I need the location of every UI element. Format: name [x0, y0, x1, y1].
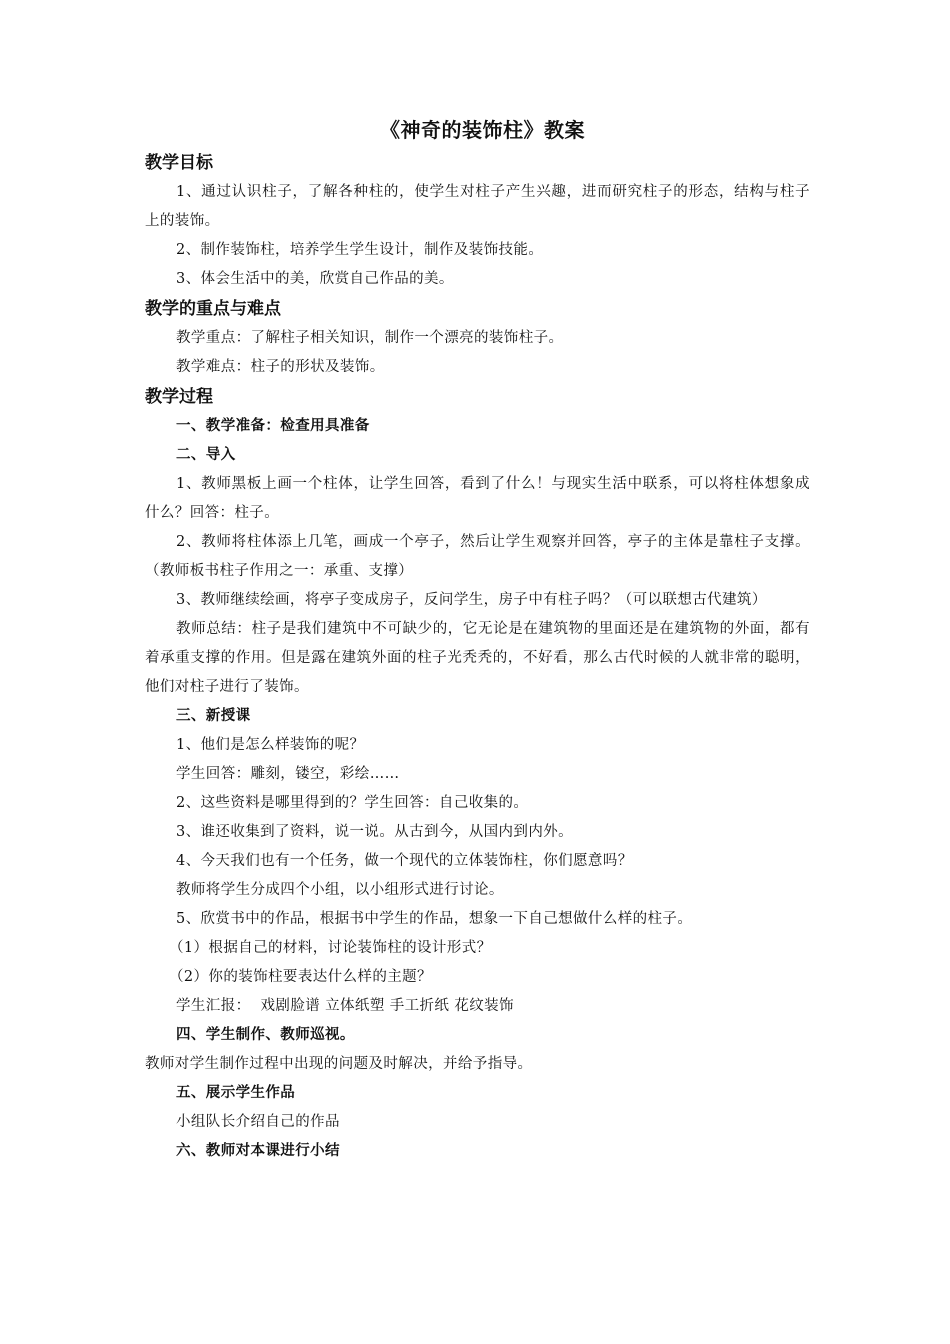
step-heading: 一、教学准备：检查用具准备 — [176, 418, 370, 434]
lesson-line: 4、今天我们也有一个任务，做一个现代的立体装饰柱，你们愿意吗？ — [176, 853, 633, 869]
objectives-heading: 教学目标 — [145, 153, 213, 173]
difficulty-point: 教学难点：柱子的形状及装饰。 — [176, 359, 385, 375]
step-text: 教师对学生制作过程中出现的问题及时解决，并给予指导。 — [145, 1056, 533, 1072]
lesson-line: 学生汇报： 戏剧脸谱 立体纸塑 手工折纸 花纹装饰 — [176, 998, 514, 1014]
lesson-line: 教师将学生分成四个小组，以小组形式进行讨论。 — [176, 882, 504, 898]
step-heading: 六、教师对本课进行小结 — [176, 1143, 340, 1159]
step-text: 小组队长介绍自己的作品 — [176, 1114, 340, 1130]
intro-paragraph: 1、教师黑板上画一个柱体，让学生回答，看到了什么！与现实生活中联系，可以将柱体想象成什么？回答：柱子。 — [145, 476, 810, 521]
lesson-line: 3、谁还收集到了资料，说一说。从古到今，从国内到内外。 — [176, 824, 574, 840]
step-heading: 二、导入 — [176, 447, 236, 463]
objective-item: 2、制作装饰柱，培养学生学生设计，制作及装饰技能。 — [176, 242, 544, 258]
intro-paragraph: 2、教师将柱体添上几笔，画成一个亭子，然后让学生观察并回答，亭子的主体是靠柱子支撑。（教师板书柱子作用之一：承重、支撑） — [145, 534, 810, 579]
document-title: 《神奇的装饰柱》教案 — [380, 118, 585, 142]
lesson-line: 1、他们是怎么样装饰的呢？ — [176, 737, 365, 753]
key-point: 教学重点：了解柱子相关知识，制作一个漂亮的装饰柱子。 — [176, 330, 564, 346]
lesson-line: （1）根据自己的材料，讨论装饰柱的设计形式？ — [169, 940, 492, 956]
step-heading: 三、新授课 — [176, 708, 251, 724]
objective-item: 3、体会生活中的美，欣赏自己作品的美。 — [176, 271, 454, 287]
intro-paragraph: 3、教师继续绘画，将亭子变成房子，反问学生，房子中有柱子吗？（可以联想古代建筑） — [176, 592, 767, 608]
step-heading: 五、展示学生作品 — [176, 1085, 296, 1101]
intro-paragraph: 教师总结：柱子是我们建筑中不可缺少的，它无论是在建筑物的里面还是在建筑物的外面，都有着承重支撑的作用。但是露在建筑外面的柱子光秃秃的，不好看，那么古代时候的人就非常的聪明，他们对柱子进行了装饰。 — [145, 621, 810, 695]
lesson-line: 2、这些资料是哪里得到的？学生回答：自己收集的。 — [176, 795, 529, 811]
lesson-line: 5、欣赏书中的作品，根据书中学生的作品，想象一下自己想做什么样的柱子。 — [176, 911, 693, 927]
lesson-line: 学生回答：雕刻，镂空，彩绘…… — [176, 766, 400, 782]
lesson-line: （2）你的装饰柱要表达什么样的主题？ — [169, 969, 432, 985]
document-page — [145, 112, 810, 1166]
process-heading: 教学过程 — [145, 387, 213, 407]
key-points-heading: 教学的重点与难点 — [145, 299, 281, 319]
objective-item: 1、通过认识柱子，了解各种柱的，使学生对柱子产生兴趣，进而研究柱子的形态，结构与柱子上的装饰。 — [145, 184, 810, 229]
step-heading: 四、学生制作、教师巡视。 — [176, 1027, 355, 1043]
